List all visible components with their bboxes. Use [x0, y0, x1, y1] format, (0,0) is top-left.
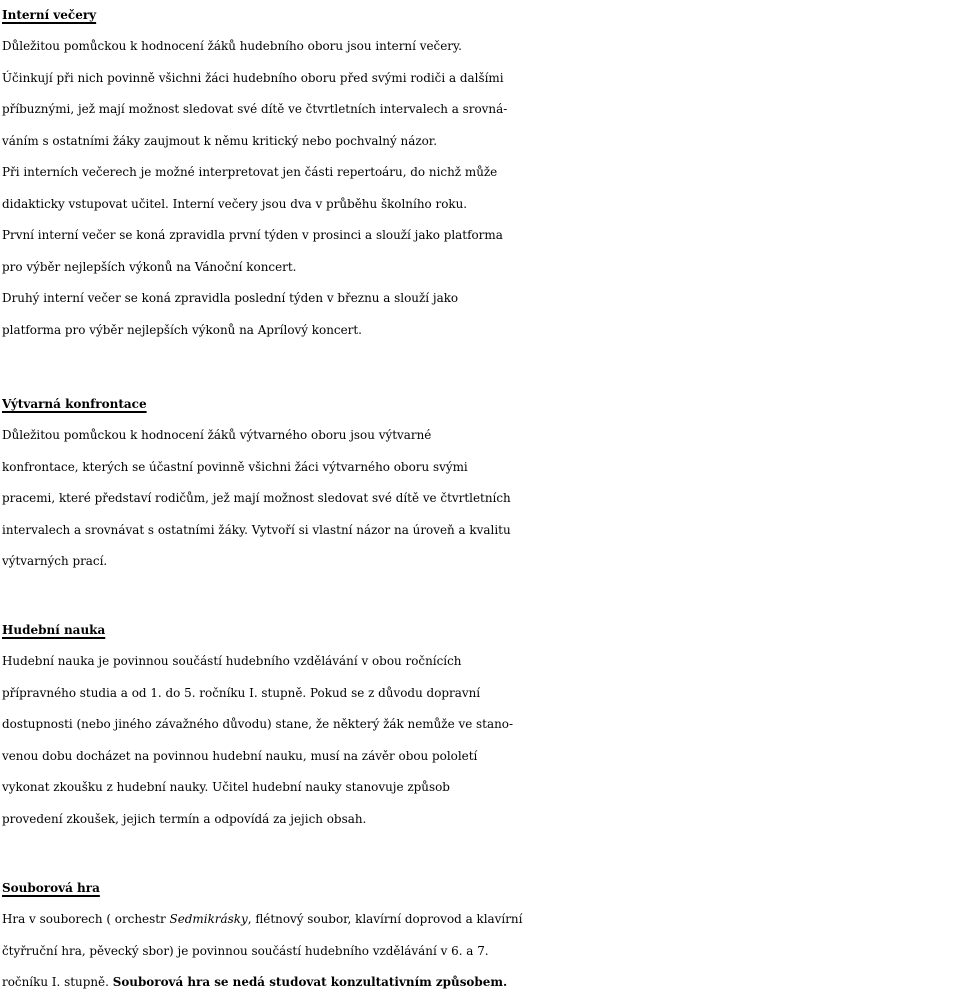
section-heading: Souborová hra — [2, 881, 100, 895]
line-text: Hra v souborech ( orchestr — [2, 912, 170, 926]
line-text: , flétnový soubor, klavírní doprovod a klavírní — [247, 912, 523, 926]
paragraph-line: platforma pro výběr nejlepších výkonů na Aprílový koncert. — [2, 322, 362, 337]
paragraph-line: konfrontace, kterých se účastní povinně všichni žáci výtvarného oboru svými — [2, 459, 468, 474]
paragraph-line: Druhý interní večer se koná zpravidla poslední týden v březnu a slouží jako — [2, 291, 459, 305]
paragraph-line: pracemi, které představí rodičům, jež mají možnost sledovat své dítě ve čtvrtletních — [2, 491, 511, 505]
section-vytvarna-konfrontace — [2, 389, 958, 578]
paragraph-line: pro výběr nejlepších výkonů na Vánoční koncert. — [2, 259, 297, 274]
section-hudebni-nauka — [2, 615, 958, 835]
paragraph-line: Při interních večerech je možné interpretovat jen části repertoáru, do nichž může — [2, 165, 498, 179]
paragraph-line: Důležitou pomůckou k hodnocení žáků hudebního oboru jsou interní večery. — [2, 39, 462, 53]
paragraph-line: výtvarných prací. — [2, 554, 108, 568]
paragraph-line: příbuznými, jež mají možnost sledovat své dítě ve čtvrtletních intervalech a srovná- — [2, 102, 508, 116]
bold-statement: Souborová hra se nedá studovat konzultativním způsobem. — [112, 975, 508, 989]
paragraph-line: dostupnosti (nebo jiného závažného důvodu) stane, že některý žák nemůže ve stano- — [2, 717, 514, 731]
section-heading: Interní večery — [2, 8, 97, 22]
paragraph-line: přípravného studia a od 1. do 5. ročníku I. stupně. Pokud se z důvodu dopravní — [2, 685, 481, 700]
ensemble-name: Sedmikrásky — [169, 912, 248, 926]
section-heading: Výtvarná konfrontace — [2, 397, 147, 411]
paragraph-line: První interní večer se koná zpravidla první týden v prosinci a slouží jako platforma — [2, 228, 503, 242]
section-souborova-hra — [2, 873, 958, 999]
paragraph-line: didakticky vstupovat učitel. Interní večery jsou dva v průběhu školního roku. — [2, 196, 468, 211]
paragraph-line: Hudební nauka je povinnou součástí hudebního vzdělávání v obou ročnících — [2, 654, 462, 668]
paragraph-line: provedení zkoušek, jejich termín a odpovídá za jejich obsah. — [2, 811, 367, 826]
paragraph-line — [2, 967, 958, 999]
paragraph-line: váním s ostatními žáky zaujmout k němu kritický nebo pochvalný názor. — [2, 133, 437, 148]
section-interni-vecery — [2, 0, 958, 346]
paragraph-line: čtyřruční hra, pěvecký sbor) je povinnou součástí hudebního vzdělávání v 6. a 7. — [2, 943, 489, 958]
paragraph-line: intervalech a srovnávat s ostatními žáky. Vytvoří si vlastní názor na úroveň a kvalitu — [2, 522, 511, 537]
paragraph-line: Účinkují při nich povinně všichni žáci hudebního oboru před svými rodiči a dalšími — [2, 70, 504, 85]
paragraph-line: vykonat zkoušku z hudební nauky. Učitel hudební nauky stanovuje způsob — [2, 780, 450, 794]
section-heading: Hudební nauka — [2, 623, 106, 637]
paragraph-line — [2, 904, 958, 936]
paragraph-line: venou dobu docházet na povinnou hudební nauku, musí na závěr obou pololetí — [2, 748, 478, 763]
paragraph-line: Důležitou pomůckou k hodnocení žáků výtvarného oboru jsou výtvarné — [2, 428, 432, 442]
line-text: ročníku I. stupně. — [2, 975, 113, 989]
